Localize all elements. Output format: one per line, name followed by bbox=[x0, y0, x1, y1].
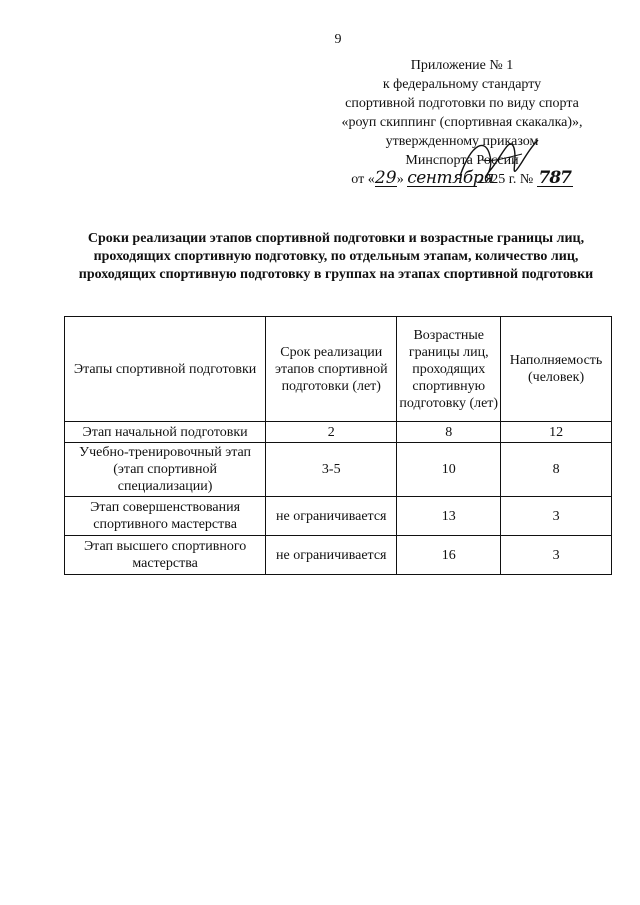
cell-term: не ограничивается bbox=[266, 536, 397, 575]
date-close: » bbox=[396, 172, 404, 187]
appendix-line: Минспорта России bbox=[405, 153, 519, 168]
table-header-row bbox=[65, 317, 612, 422]
cell-size: 12 bbox=[501, 422, 612, 443]
document-title: Сроки реализации этапов спортивной подготовки и возрастные границы лиц, проходящих спортивную подготовку, по отдельным этапам, количество лиц, проходящих спортивную подготовку в группах на этапах спортивной подготовки bbox=[78, 231, 594, 282]
cell-age: 13 bbox=[397, 497, 501, 536]
cell-term: не ограничивается bbox=[266, 497, 397, 536]
table-row bbox=[65, 443, 612, 497]
handwritten-day: 29 bbox=[374, 168, 397, 188]
header-term: Срок реализации этапов спортивной подготовки (лет) bbox=[266, 317, 397, 422]
handwritten-month: сентября bbox=[407, 168, 494, 188]
date-year: 2025 г. № bbox=[477, 172, 534, 187]
cell-age: 8 bbox=[397, 422, 501, 443]
cell-term: 3-5 bbox=[266, 443, 397, 497]
header-stages: Этапы спортивной подготовки bbox=[65, 317, 266, 422]
signature-icon bbox=[452, 132, 542, 194]
table-row bbox=[65, 536, 612, 575]
cell-stage: Этап высшего спортивного мастерства bbox=[65, 536, 266, 575]
cell-stage: Этап совершенствования спортивного мастерства bbox=[65, 497, 266, 536]
appendix-line: «роуп скиппинг (спортивная скакалка)», bbox=[341, 115, 583, 130]
cell-stage: Этап начальной подготовки bbox=[65, 422, 266, 443]
appendix-line: утвержденному приказом bbox=[385, 134, 539, 149]
table-row bbox=[65, 497, 612, 536]
date-prefix: от « bbox=[351, 172, 375, 187]
cell-age: 10 bbox=[397, 443, 501, 497]
page-number: 9 bbox=[334, 32, 342, 47]
header-age: Возрастные границы лиц, проходящих спортивную подготовку (лет) bbox=[397, 317, 501, 422]
table-row bbox=[65, 422, 612, 443]
header-size: Наполняемость (человек) bbox=[501, 317, 612, 422]
appendix-line: Приложение № 1 bbox=[410, 58, 514, 73]
cell-size: 3 bbox=[501, 536, 612, 575]
cell-size: 3 bbox=[501, 497, 612, 536]
appendix-line: спортивной подготовки по виду спорта bbox=[345, 96, 579, 111]
cell-stage: Учебно-тренировочный этап (этап спортивной специализации) bbox=[65, 443, 266, 497]
appendix-line: к федеральному стандарту bbox=[382, 77, 542, 92]
stages-table bbox=[64, 316, 612, 575]
cell-term: 2 bbox=[266, 422, 397, 443]
cell-size: 8 bbox=[501, 443, 612, 497]
cell-age: 16 bbox=[397, 536, 501, 575]
handwritten-order-number: 787 bbox=[538, 168, 571, 188]
